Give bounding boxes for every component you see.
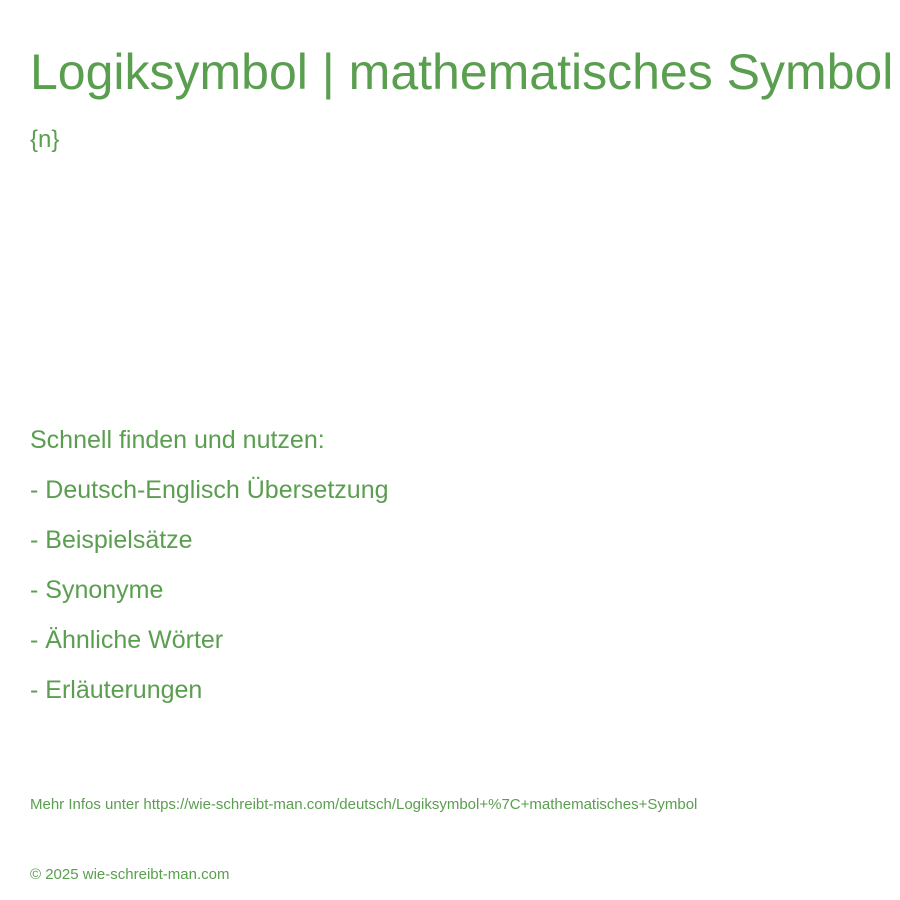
feature-item-example-sentences: - Beispielsätze bbox=[30, 526, 193, 554]
copyright: © 2025 wie-schreibt-man.com bbox=[30, 866, 230, 883]
more-info-link[interactable]: https://wie-schreibt-man.com/deutsch/Logiksymbol+%7C+mathematisches+Symbol bbox=[143, 796, 698, 813]
page-title: Logiksymbol | mathematisches Symbol bbox=[30, 44, 894, 100]
feature-item-explanations: - Erläuterungen bbox=[30, 676, 203, 704]
feature-list bbox=[30, 425, 389, 725]
gender-label: {n} bbox=[30, 126, 60, 153]
feature-item-translation: - Deutsch-Englisch Übersetzung bbox=[30, 476, 389, 504]
more-info-line bbox=[30, 795, 697, 815]
more-info-prefix: Mehr Infos unter bbox=[30, 796, 144, 813]
feature-item-similar-words: - Ähnliche Wörter bbox=[30, 626, 224, 654]
feature-item-synonyms: - Synonyme bbox=[30, 576, 164, 604]
feature-list-heading: Schnell finden und nutzen: bbox=[30, 426, 325, 454]
